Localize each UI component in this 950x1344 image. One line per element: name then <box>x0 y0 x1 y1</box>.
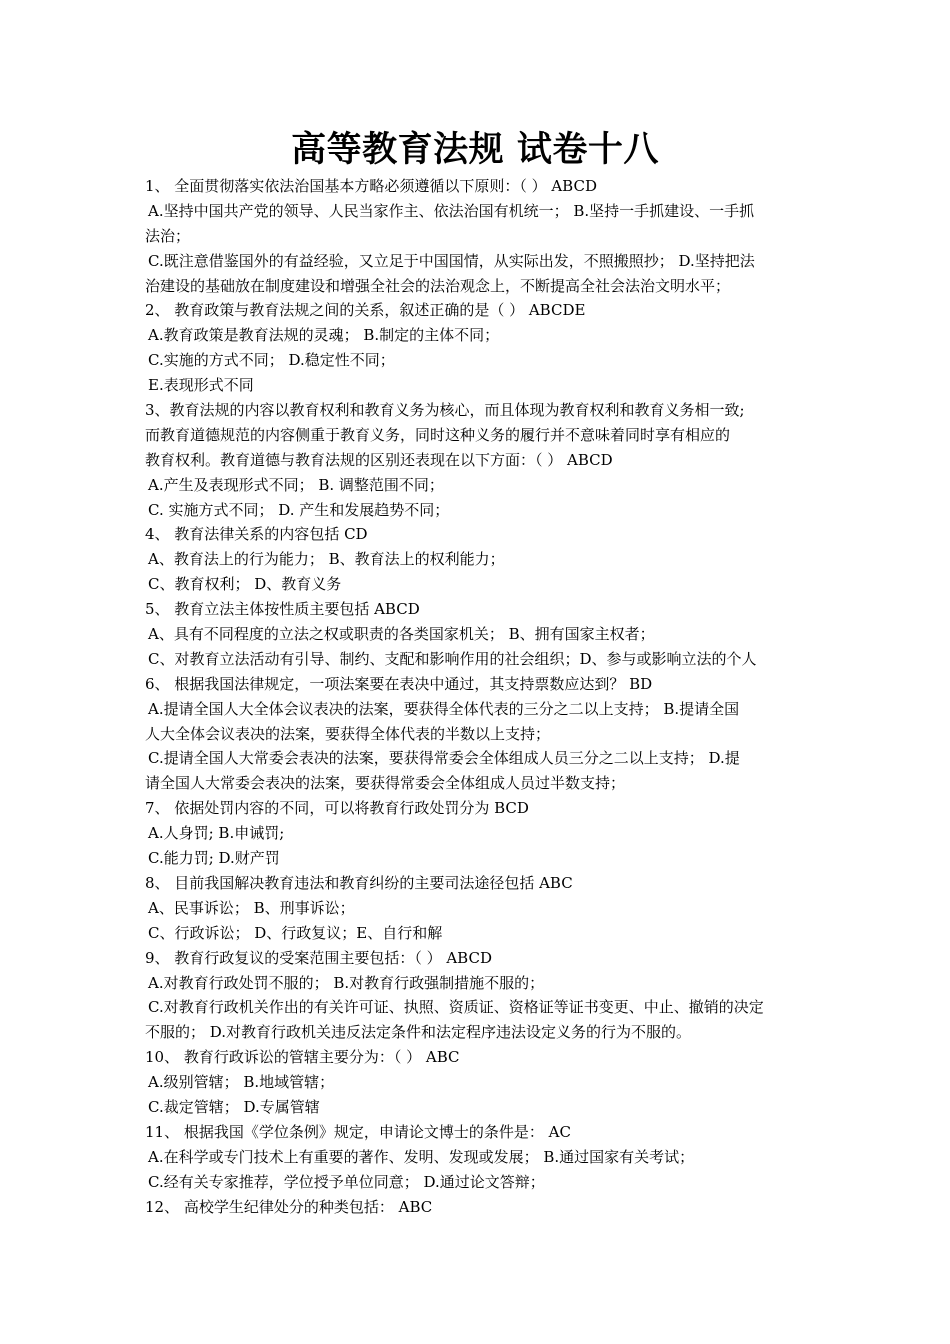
text-line: 6、 根据我国法律规定，一项法案要在表决中通过，其支持票数应达到？ BD <box>145 674 653 693</box>
text-line: E.表现形式不同 <box>148 376 254 395</box>
text-line: 12、 高校学生纪律处分的种类包括： ABC <box>145 1197 433 1216</box>
text-line: 教育权利。教育道德与教育法规的区别还表现在以下方面：（ ） ABCD <box>145 450 613 469</box>
text-line: C.对教育行政机关作出的有关许可证、执照、资质证、资格证等证书变更、中止、撤销的决定 <box>148 998 764 1017</box>
text-line: 不服的； D.对教育行政机关违反法定条件和法定程序违法设定义务的行为不服的。 <box>145 1023 692 1042</box>
text-line: A.提请全国人大全体会议表决的法案，要获得全体代表的三分之二以上支持； B.提请全国 <box>148 699 740 718</box>
text-line: 7、 依据处罚内容的不同，可以将教育行政处罚分为 BCD <box>145 799 529 818</box>
document-title: 高等教育法规 试卷十八 <box>291 130 659 170</box>
text-line: 而教育道德规范的内容侧重于教育义务，同时这种义务的履行并不意味着同时享有相应的 <box>145 425 731 444</box>
text-line: 10、 教育行政诉讼的管辖主要分为：（ ） ABC <box>145 1048 460 1067</box>
text-line: 11、 根据我国《学位条例》规定，申请论文博士的条件是： AC <box>145 1122 571 1141</box>
text-line: 2、 教育政策与教育法规之间的关系，叙述正确的是（ ） ABCDE <box>145 301 586 320</box>
text-line: C.能力罚; D.财产罚 <box>148 849 280 868</box>
text-line: C、教育权利； D、教育义务 <box>148 575 342 594</box>
text-line: A.对教育行政处罚不服的； B.对教育行政强制措施不服的； <box>148 973 545 992</box>
text-line: A.人身罚; B.申诫罚; <box>148 824 285 843</box>
text-line: A、教育法上的行为能力； B、教育法上的权利能力； <box>148 550 505 569</box>
text-line: 治建设的基础放在制度建设和增强全社会的法治观念上，不断提高全社会法治文明水平； <box>145 276 731 295</box>
text-line: C.既注意借鉴国外的有益经验，又立足于中国国情，从实际出发，不照搬照抄； D.坚持把法 <box>148 251 755 270</box>
text-line: A、具有不同程度的立法之权或职责的各类国家机关； B、拥有国家主权者； <box>148 625 655 644</box>
text-line: 5、 教育立法主体按性质主要包括 ABCD <box>145 600 420 619</box>
text-line: C、行政诉讼； D、行政复议；E、自行和解 <box>148 923 443 942</box>
text-line: 9、 教育行政复议的受案范围主要包括：（ ） ABCD <box>145 948 492 967</box>
text-line: C、对教育立法活动有引导、制约、支配和影响作用的社会组织；D、参与或影响立法的个人 <box>148 649 757 668</box>
text-line: 法治； <box>145 226 191 245</box>
text-line: C. 实施方式不同； D. 产生和发展趋势不同； <box>148 500 450 519</box>
text-line: C.提请全国人大常委会表决的法案，要获得常委会全体组成人员三分之二以上支持； D.提 <box>148 749 740 768</box>
text-line: A.坚持中国共产党的领导、人民当家作主、依法治国有机统一； B.坚持一手抓建设、一手抓 <box>148 201 755 220</box>
text-line: 8、 目前我国解决教育违法和教育纠纷的主要司法途径包括 ABC <box>145 873 573 892</box>
text-line: A.产生及表现形式不同； B. 调整范围不同； <box>148 475 444 494</box>
text-line: C.经有关专家推荐，学位授予单位同意； D.通过论文答辩； <box>148 1172 545 1191</box>
text-line: 3、教育法规的内容以教育权利和教育义务为核心，而且体现为教育权利和教育义务相一致; <box>145 401 745 420</box>
text-line: A.在科学或专门技术上有重要的著作、发明、发现或发展； B.通过国家有关考试； <box>148 1147 695 1166</box>
text-line: 人大全体会议表决的法案，要获得全体代表的半数以上支持； <box>145 724 551 743</box>
text-line: 请全国人大常委会表决的法案，要获得常委会全体组成人员过半数支持； <box>145 774 626 793</box>
text-line: C.裁定管辖； D.专属管辖 <box>148 1097 320 1116</box>
text-line: 4、 教育法律关系的内容包括 CD <box>145 525 368 544</box>
text-line: 1、 全面贯彻落实依法治国基本方略必须遵循以下原则：（ ） ABCD <box>145 177 597 195</box>
text-line: C.实施的方式不同； D.稳定性不同； <box>148 351 395 370</box>
text-line: A.级别管辖； B.地域管辖； <box>148 1073 335 1092</box>
text-line: A.教育政策是教育法规的灵魂； B.制定的主体不同； <box>148 326 500 345</box>
document-body <box>145 174 811 1219</box>
text-line: A、民事诉讼； B、刑事诉讼； <box>148 898 355 917</box>
